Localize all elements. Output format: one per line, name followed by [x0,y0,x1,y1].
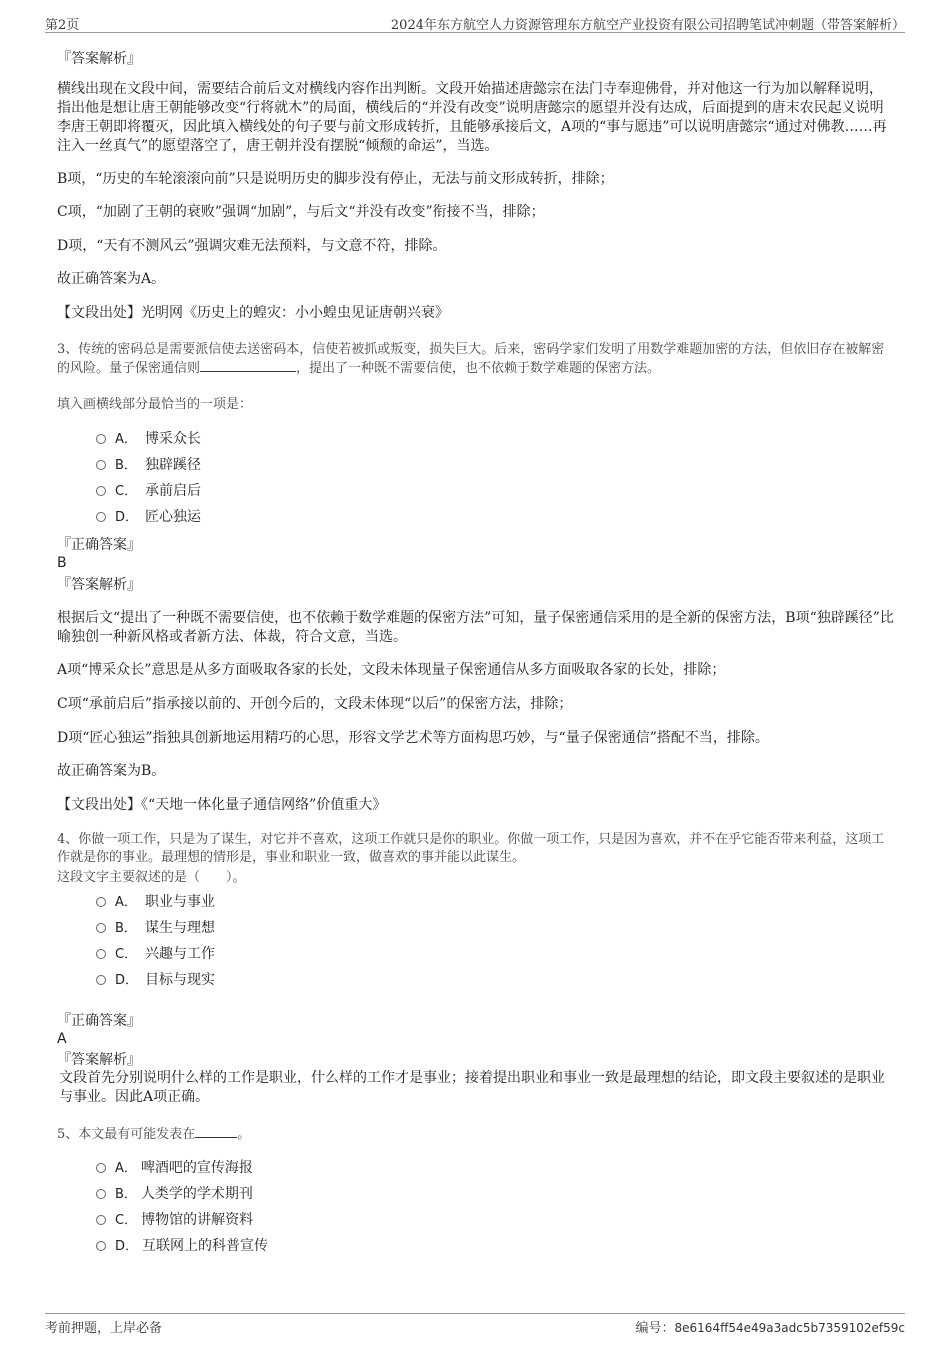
q3-source: 【文段出处】《“天地一体化量子通信网络”价值重大》 [57,797,387,813]
q3-option-d[interactable]: D． 匠心独运 [96,508,201,528]
q4-prompt: 这段文字主要叙述的是（ ）。 [57,870,246,885]
q3-correct-label: 『正确答案』 [57,537,141,553]
q2-analysis-p3: C项，“加剧了王朝的衰败”强调“加剧”，与后文“并没有改变”衔接不当，排除； [57,204,545,220]
q3-analysis-p2: A项“博采众长”意思是从多方面吸取各家的长处，文段未体现量子保密通信从多方面吸取各家的长处，排除； [57,662,726,678]
q4-analysis-p1: 文段首先分别说明什么样的工作是职业，什么样的工作才是事业；接着提出职业和事业一致是最理想的结论，即文段主要叙述的是职业与事业。因此A项正确。 [59,1070,885,1105]
q5-option-a[interactable]: A． 啤酒吧的宣传海报 [96,1159,253,1179]
radio-icon[interactable] [96,975,106,985]
q5-option-d[interactable]: D． 互联网上的科普宣传 [96,1237,268,1257]
q3-stem-part2: ，提出了一种既不需要信使，也不依赖于数学难题的保密方法。 [296,361,661,376]
q4-correct-label: 『正确答案』 [57,1013,141,1029]
q3-analysis-p4: D项“匠心独运”指独具创新地运用精巧的心思，形容文学艺术等方面构思巧妙，与“量子保密通信”搭配不当，排除。 [57,730,769,746]
q4-option-d[interactable]: D． 目标与现实 [96,971,215,991]
radio-icon[interactable] [96,486,106,496]
q3-analysis-label: 『答案解析』 [57,577,141,593]
q4-option-a[interactable]: A． 职业与事业 [96,893,215,913]
q5-option-c[interactable]: C． 博物馆的讲解资料 [96,1211,253,1231]
radio-icon[interactable] [96,1241,106,1251]
q3-correct-answer: B [57,555,67,571]
q3-stem [57,341,895,378]
q3-option-b[interactable]: B． 独辟蹊径 [96,456,201,476]
q4-stem: 4、你做一项工作，只是为了谋生，对它并不喜欢，这项工作就只是你的职业。你做一项工作，只是因为喜欢，并不在乎它能否带来利益，这项工作就是你的事业。最理想的情形是，事业和职业一致，做喜欢的事并能以此谋生。 [57,832,885,865]
radio-icon[interactable] [96,897,106,907]
q3-blank [200,359,296,372]
page-footer [45,1313,905,1336]
document-code: 8e6164ff54e49a3adc5b7359102ef59c [674,1321,905,1335]
footer-code: 编号：8e6164ff54e49a3adc5b7359102ef59c [635,1321,905,1336]
radio-icon[interactable] [96,434,106,444]
q3-analysis-p5: 故正确答案为B。 [57,763,166,779]
q4-option-c[interactable]: C． 兴趣与工作 [96,945,215,965]
q4-option-b[interactable]: B． 谋生与理想 [96,919,215,939]
q5-stem: 5、本文最有可能发表在 。 [57,1127,251,1142]
q5-option-b[interactable]: B． 人类学的学术期刊 [96,1185,253,1205]
q2-analysis-p2: B项，“历史的车轮滚滚向前”只是说明历史的脚步没有停止，无法与前文形成转折，排除； [57,171,614,187]
q3-prompt: 填入画横线部分最恰当的一项是： [57,397,253,412]
q3-analysis-p3: C项“承前启后”指承接以前的、开创今后的，文段未体现“以后”的保密方法，排除； [57,696,573,712]
q3-stem-part1: 3、传统的密码总是需要派信使去送密码本，信使若被抓或叛变，损失巨大。后来，密码学家们发明了用数学难题加密的方法，但依旧存在被解密的风险。量子保密通信则 [57,342,885,376]
q3-option-c[interactable]: C． 承前启后 [96,482,201,502]
radio-icon[interactable] [96,512,106,522]
q2-analysis-p4: D项，“天有不测风云”强调灾难无法预料，与文意不符，排除。 [57,238,447,254]
radio-icon[interactable] [96,1215,106,1225]
page-number: 第2页 [45,18,80,33]
radio-icon[interactable] [96,460,106,470]
q4-correct-answer: A [57,1031,67,1047]
radio-icon[interactable] [96,949,106,959]
radio-icon[interactable] [96,923,106,933]
document-title: 2024年东方航空人力资源管理东方航空产业投资有限公司招聘笔试冲刺题（带答案解析） [390,18,905,33]
q2-source: 【文段出处】光明网《历史上的蝗灾：小小蝗虫见证唐朝兴衰》 [57,305,449,321]
q3-analysis-p1: 根据后文“提出了一种既不需要信使，也不依赖于数学难题的保密方法”可知，量子保密通信采用的是全新的保密方法，B项“独辟蹊径”比喻独创一种新风格或者新方法、体裁，符合文意，当选。 [57,610,894,645]
q2-analysis-p5: 故正确答案为A。 [57,271,166,287]
q5-blank [195,1125,237,1138]
q3-option-a[interactable]: A． 博采众长 [96,430,201,450]
q4-analysis-label: 『答案解析』 [57,1052,141,1068]
footer-slogan: 考前押题，上岸必备 [45,1321,163,1336]
q2-analysis-p1: 横线出现在文段中间，需要结合前后文对横线内容作出判断。文段开始描述唐懿宗在法门寺奉迎佛骨，并对他这一行为加以解释说明，指出他是想让唐王朝能够改变“行将就木”的局面，横线后的“并没有改变”说明唐懿宗的愿望并没有达成，后面提到的唐末农民起义说明李唐王朝即将覆灭，因此填入横线处的句子要与前文形成转折，且能够承接后文，A项的“事与愿违”可以说明唐懿宗“通过对佛教……再注入一丝真气”的愿望落空了，唐王朝并没有摆脱“倾颓的命运”，当选。 [57,81,887,154]
q2-analysis-label: 『答案解析』 [57,51,141,67]
radio-icon[interactable] [96,1163,106,1173]
radio-icon[interactable] [96,1189,106,1199]
page-header [45,12,905,33]
